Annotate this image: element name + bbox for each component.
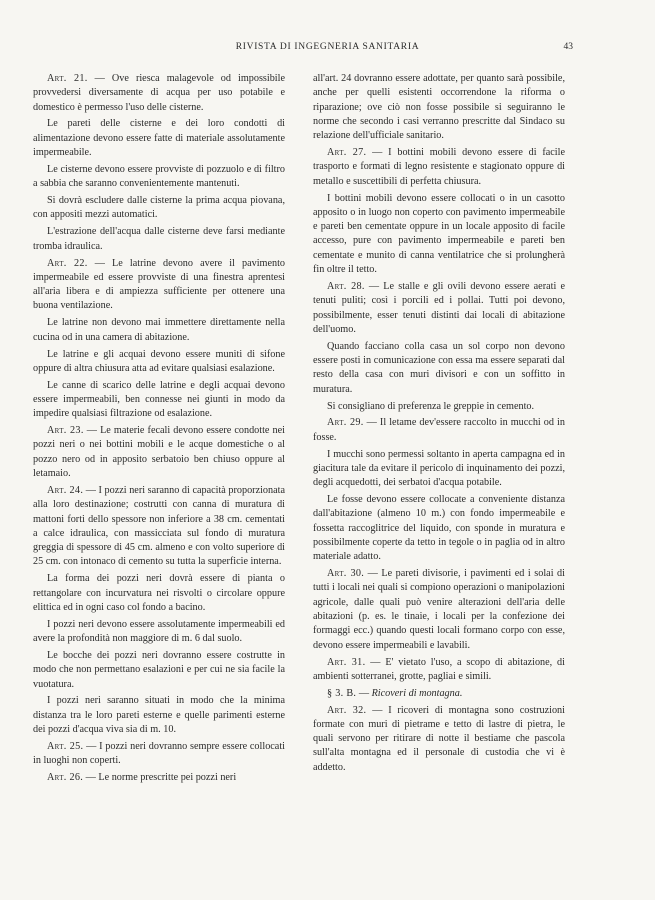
paragraph-text: La forma dei pozzi neri dovrà essere di pianta o rettangolare con incurvatura nei risvolti o circolare oppure elittica ed in ogni caso col fondo a bacino. bbox=[33, 573, 285, 613]
paragraph-text: — I pozzi neri dovranno sempre essere collocati in luoghi non coperti. bbox=[33, 740, 285, 767]
right-column bbox=[313, 72, 565, 778]
paragraph bbox=[33, 194, 285, 223]
paragraph-text: — Il letame dev'essere raccolto in mucchi od in fosse. bbox=[313, 417, 565, 443]
paragraph-text: Le latrine e gli acquai devono essere muniti di sifone oppure di altra chiusura atta ad evitare qualsiasi esalazione. bbox=[33, 348, 285, 374]
paragraph bbox=[313, 340, 565, 397]
article-number: Art. 21. bbox=[47, 73, 88, 84]
paragraph-text: Si consigliano di preferenza le greppie in cemento. bbox=[327, 400, 535, 412]
article-number: § 3. B. bbox=[327, 687, 357, 699]
paragraph-text: — Le pareti divisorie, i pavimenti ed i solai di tutti i locali nei quali si compiono operazioni o manipolazioni agricole, dalle quali può venire alterazioni dell'aria delle abitazioni (p. es. le tinaie, i locali per la confezione dei formaggi ecc.) quando questi locali formano corpo con esse, devono essere impermeabili e lavabili. bbox=[313, 568, 565, 651]
running-title: RIVISTA DI INGEGNERIA SANITARIA bbox=[235, 42, 420, 52]
article-number: Art. 31. bbox=[327, 656, 366, 668]
paragraph bbox=[313, 493, 565, 564]
paragraph bbox=[313, 400, 565, 414]
paragraph-text: I mucchi sono permessi soltanto in aperta campagna ed in giacitura tale da evitare il pericolo di inquinamento dei pozzi, degli acquedotti, dei serbatoi d'acqua potabile. bbox=[313, 448, 565, 489]
paragraph-text: — I bottini mobili devono essere di facile trasporto e formati di legno resistente e stagionato oppure di metallo e suscettibili di perfetta chiusura. bbox=[313, 147, 565, 187]
paragraph bbox=[313, 656, 565, 685]
paragraph bbox=[33, 740, 285, 769]
paragraph bbox=[33, 225, 285, 254]
paragraph bbox=[33, 163, 285, 192]
paragraph-text: I pozzi neri saranno situati in modo che la minima distanza tra le loro pareti esterne e quelle parimenti esterne dei pozzi d'acqua viva sia di m. 10. bbox=[33, 695, 285, 736]
paragraph-text: Le canne di scarico delle latrine e degli acquai devono essere impermeabili, ben connesse nei giunti in modo da impedire qualsiasi filtrazione od esalazione. bbox=[33, 379, 285, 420]
paragraph-text: — E' vietato l'uso, a scopo di abitazione, di ambienti sotterranei, grotte, pagliai e simili. bbox=[313, 656, 565, 682]
paragraph-text: Le latrine non devono mai immettere direttamente nella cucina od in una camera di abitazione. bbox=[33, 317, 285, 343]
paragraph bbox=[33, 694, 285, 737]
paragraph bbox=[313, 448, 565, 491]
paragraph-text: Le pareti delle cisterne e dei loro condotti di alimentazione devono essere fatte di materiale assolutamente impermeabile. bbox=[33, 118, 285, 159]
paragraph bbox=[33, 572, 285, 615]
paragraph bbox=[33, 316, 285, 345]
article-number: Art. 26. bbox=[47, 772, 84, 784]
paragraph bbox=[313, 72, 565, 143]
paragraph-text: Le fosse devono essere collocate a conveniente distanza dall'abitazione (almeno 10 m.) con fondo impermeabile e fossetta raccoglitrice del liquido, con sponde in muratura e possibilmente coperte da tetto in tegole o in paglia od in altro materiale adatto. bbox=[313, 494, 565, 563]
paragraph-text: Le bocche dei pozzi neri dovranno essere costrutte in modo che non permettano esalazioni e per cui ne sia facile la vuotatura. bbox=[33, 650, 285, 690]
paragraph bbox=[33, 379, 285, 422]
paragraph bbox=[313, 567, 565, 653]
paragraph bbox=[33, 484, 285, 570]
paragraph-text: — Le latrine devono avere il pavimento impermeabile ed essere provviste di una finestra aprentesi all'aria libera e di ampiezza sufficiente per ottenere una buona ventilazione. bbox=[33, 257, 285, 312]
paragraph bbox=[313, 704, 565, 775]
paragraph-text: all'art. 24 dovranno essere adottate, per quanto sarà possibile, anche per quelli esistenti occorrendone la riforma o riparazione; ove ciò non fosse possibile si seguiranno le norme che secondo i casi verranno prescritte dal Sindaco su relazione dell'ufficiale sanitario. bbox=[313, 73, 565, 142]
article-number: Art. 25. bbox=[47, 740, 84, 752]
paragraph bbox=[313, 146, 565, 189]
article-number: Art. 24. bbox=[47, 484, 84, 496]
paragraph-text: Si dovrà escludere dalle cisterne la prima acqua piovana, con appositi mezzi automatici. bbox=[33, 195, 285, 221]
left-column bbox=[33, 72, 285, 788]
paragraph bbox=[313, 416, 565, 445]
paragraph bbox=[33, 771, 285, 785]
article-number: Art. 29. bbox=[327, 417, 364, 429]
paragraph-text: — Le norme prescritte pei pozzi neri bbox=[83, 772, 237, 784]
paragraph-text: — I pozzi neri saranno di capacità proporzionata alla loro destinazione; costrutti con canna di muratura di mattoni forti dello spessore non inferiore a 38 cm. cementati a calce idraulica, con massicciata sul fondo di muratura greggia di spessore di 45 cm. almeno e con volto superiore di 25 cm. con intonaco di cemento su tutta la superficie interna. bbox=[33, 484, 285, 568]
paragraph-text: Le cisterne devono essere provviste di pozzuolo e di filtro a sabbia che saranno convenientemente mantenuti. bbox=[33, 163, 285, 190]
page-number: 43 bbox=[563, 42, 573, 52]
article-number: Art. 30. bbox=[327, 568, 365, 580]
paragraph-text: — Le stalle e gli ovili devono essere aerati e tenuti puliti; così i porcili ed i pollai. Tutti poi devono, possibilmente, esser tenuti distinti dai locali di abitazione dell'uomo. bbox=[313, 280, 565, 335]
paragraph: § 3. B. — Ricoveri di montagna. bbox=[327, 687, 463, 699]
article-number: Art. 28. bbox=[327, 280, 365, 292]
paragraph-text: L'estrazione dell'acqua dalle cisterne deve farsi mediante tromba idraulica. bbox=[33, 226, 285, 252]
paragraph bbox=[33, 348, 285, 377]
paragraph bbox=[33, 117, 285, 160]
paragraph bbox=[33, 257, 285, 314]
section-title: Ricoveri di montagna. bbox=[371, 687, 463, 699]
article-number: Art. 27. bbox=[327, 147, 367, 159]
paragraph bbox=[33, 424, 285, 481]
page-header bbox=[0, 42, 655, 56]
paragraph bbox=[33, 618, 285, 647]
article-number: Art. 32. bbox=[327, 704, 367, 716]
article-number: Art. 22. bbox=[47, 257, 88, 269]
article-number: Art. 23. bbox=[47, 425, 84, 437]
paragraph bbox=[313, 280, 565, 337]
paragraph bbox=[313, 192, 565, 278]
paragraph-text: Quando facciano colla casa un sol corpo non devono essere posti in comunicazione con essa ma essere separati dal resto della casa con muri divisori e con un soffitto in muratura. bbox=[313, 340, 565, 395]
paragraph bbox=[33, 649, 285, 692]
paragraph-text: — Ove riesca malagevole od impossibile provvedersi diversamente di acqua per uso potabile e domestico è permesso l'uso delle cisterne. bbox=[33, 73, 285, 113]
paragraph-text: — I ricoveri di montagna sono costruzioni formate con muri di pietrame e tetto di lastre di pietra, le quali servono per ritirare di notte il bestiame che pascola sull'alta montagna ed il personale di custodia che vi è addetto. bbox=[313, 704, 565, 773]
paragraph-text: I pozzi neri devono essere assolutamente impermeabili ed avere la profondità non maggiore di m. 6 dal suolo. bbox=[33, 618, 285, 645]
paragraph bbox=[33, 72, 285, 115]
paragraph-text: — Le materie fecali devono essere condotte nei pozzi neri o nei bottini mobili e le acque domestiche o al pozzo nero od in apposito serbatoio ben chiuso oppure al letamaio. bbox=[33, 425, 285, 480]
paragraph-text: I bottini mobili devono essere collocati o in un casotto apposito o in luogo non coperto con pavimento impermeabile e pareti ben cementate oppure in un locale apposito di facile accesso, pure con pavimento impermeabile e pareti ben cementate e munito di canna ventilatrice che si prolungherà fin oltre il tetto. bbox=[313, 192, 565, 276]
